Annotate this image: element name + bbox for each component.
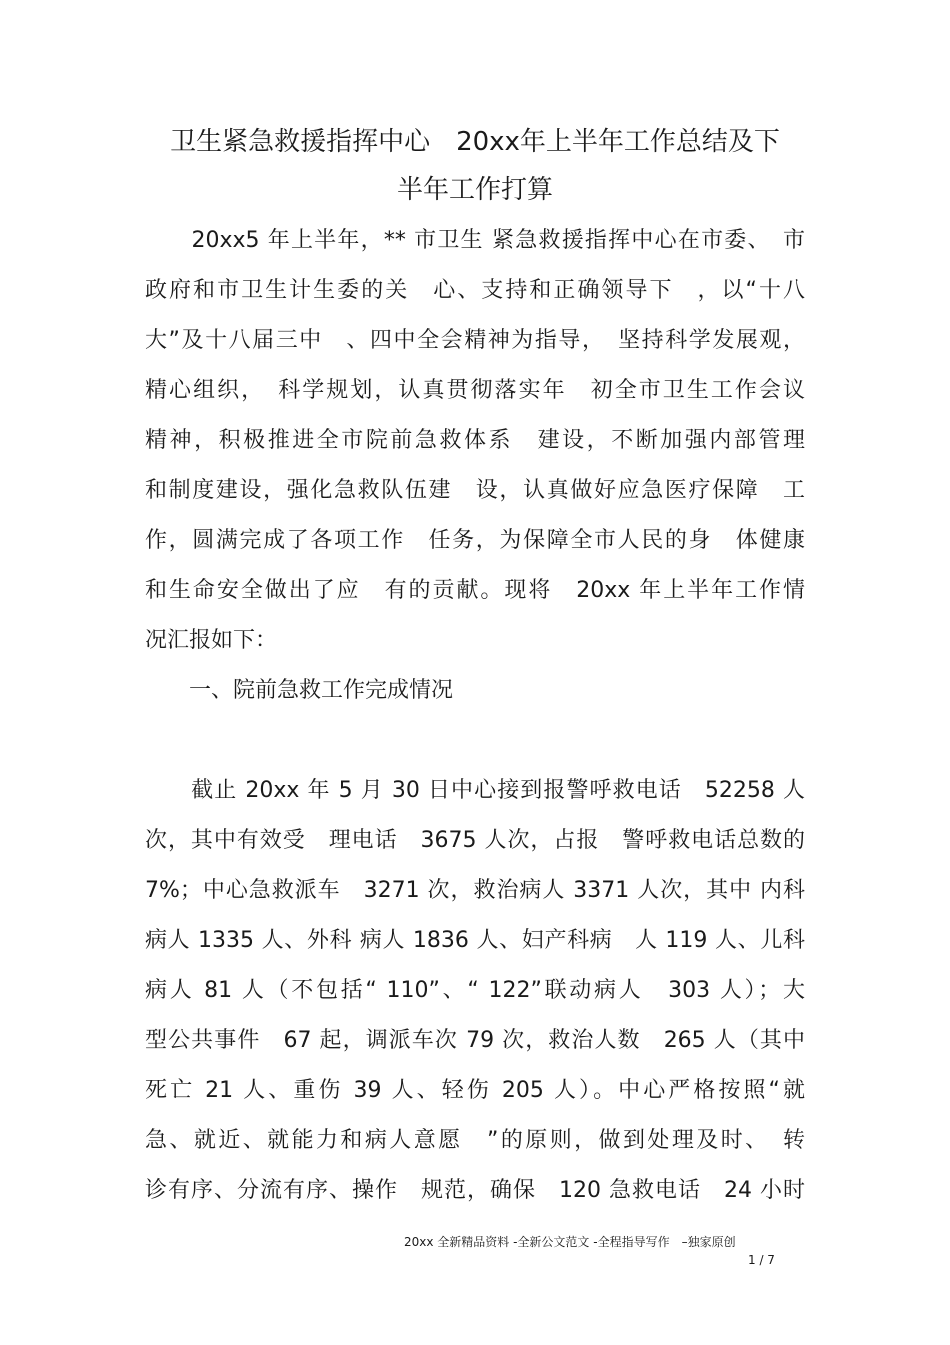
page-footer: 20xx 全新精品资料 -全新公文范文 -全程指导写作 –独家原创: [404, 1235, 736, 1249]
document-title-line-2: 半年工作打算: [396, 175, 553, 205]
section-heading: 一、院前急救工作完成情况: [145, 678, 454, 703]
body-line: 7%；中心急救派车 3271 次，救治病人 3371 人次，其中 内科: [145, 878, 805, 903]
body-line: 况汇报如下：: [145, 628, 278, 653]
body-line: 精神，积极推进全市院前急救体系 建设，不断加强内部管理: [145, 428, 805, 453]
body-line: 截止 20xx 年 5 月 30 日中心接到报警呼救电话 52258 人: [145, 778, 805, 803]
body-line: 死亡 21 人、重伤 39 人、轻伤 205 人）。中心严格按照“就: [145, 1078, 805, 1103]
body-line: 精心组织， 科学规划，认真贯彻落实年 初全市卫生工作会议: [145, 378, 805, 403]
body-line: 和制度建设，强化急救队伍建 设，认真做好应急医疗保障 工: [145, 478, 805, 503]
body-line: 大”及十八届三中 、四中全会精神为指导， 坚持科学发展观，: [145, 328, 805, 353]
page-number: 1 / 7: [748, 1253, 775, 1267]
body-line: 作，圆满完成了各项工作 任务，为保障全市人民的身 体健康: [145, 528, 805, 553]
body-line: 急、就近、就能力和病人意愿 ”的原则，做到处理及时、 转: [145, 1128, 805, 1153]
body-line: 病人 81 人（不包括“ 110”、“ 122”联动病人 303 人）；大: [145, 978, 805, 1003]
body-line: 和生命安全做出了应 有的贡献。现将 20xx 年上半年工作情: [145, 578, 805, 603]
document-title-line-1: 卫生紧急救援指挥中心 20xx年上半年工作总结及下: [170, 127, 780, 157]
body-line: 诊有序、分流有序、操作 规范，确保 120 急救电话 24 小时: [145, 1178, 805, 1203]
body-line: 政府和市卫生计生委的关 心、支持和正确领导下 ，以“十八: [145, 278, 805, 303]
body-line: 病人 1335 人、外科 病人 1836 人、妇产科病 人 119 人、儿科: [145, 928, 805, 953]
body-line: 次，其中有效受 理电话 3675 人次，占报 警呼救电话总数的: [145, 828, 805, 853]
body-line: 20xx5 年上半年，** 市卫生 紧急救援指挥中心在市委、 市: [145, 228, 805, 253]
body-line: 型公共事件 67 起，调派车次 79 次，救治人数 265 人（其中: [145, 1028, 805, 1053]
